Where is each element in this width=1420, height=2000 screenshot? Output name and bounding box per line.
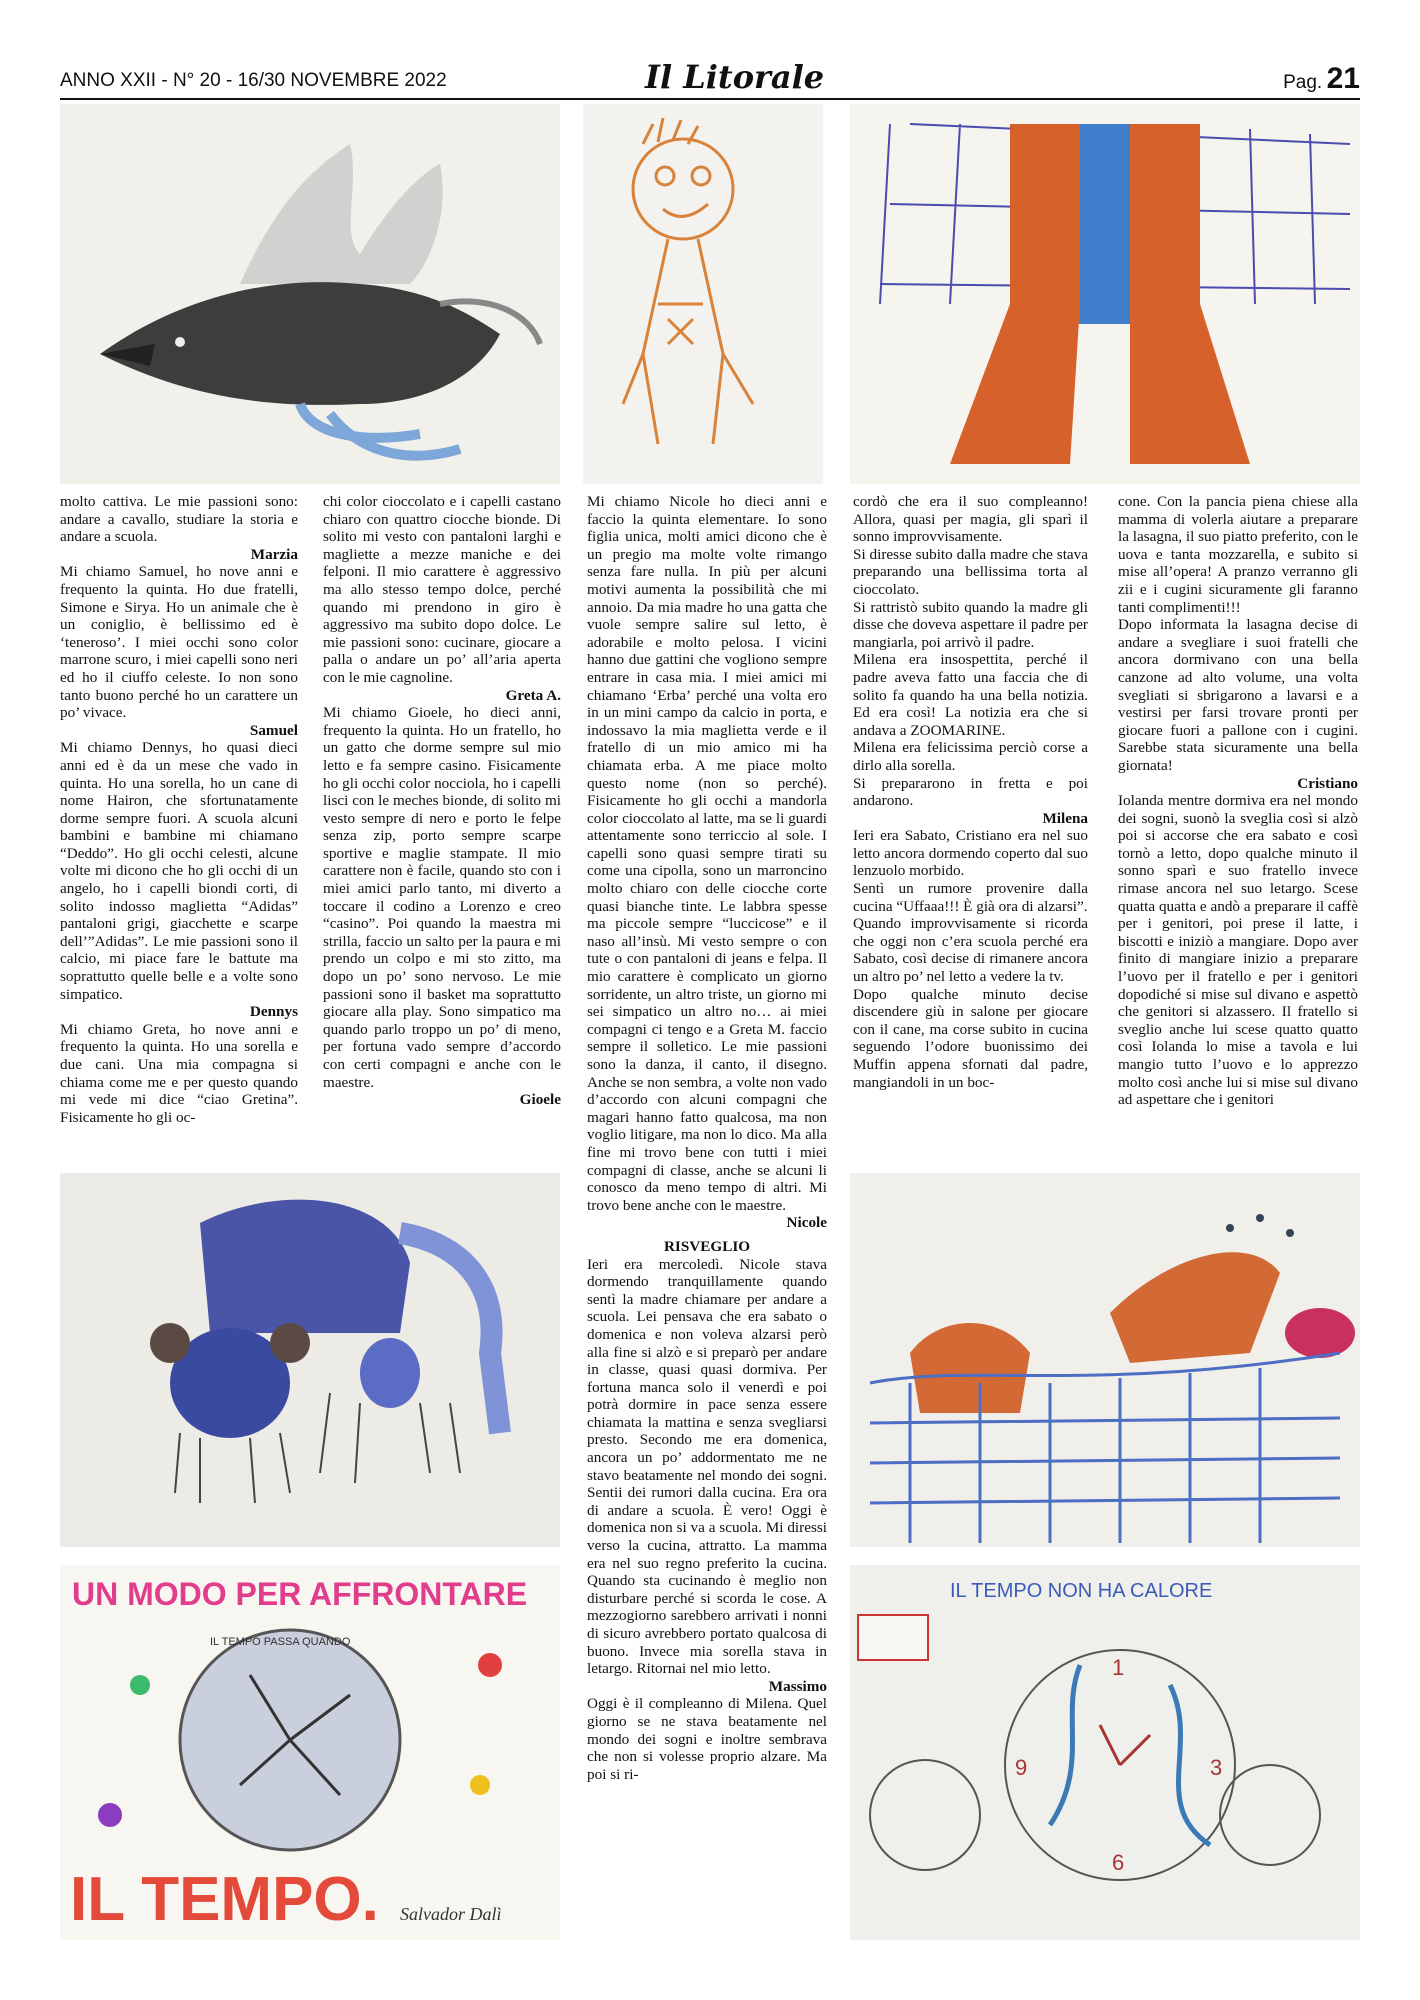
paragraph: molto cattiva. Le mie passioni sono: andare a cavallo, studiare la storia e andare a scuola.	[60, 493, 298, 546]
page-number: 21	[1326, 62, 1360, 95]
boy-drawing	[583, 104, 823, 484]
page-header	[60, 58, 1360, 100]
bird-drawing-svg	[60, 104, 560, 484]
author-signature: Gioele	[519, 1091, 561, 1109]
paragraph: Mi chiamo Dennys, ho quasi dieci anni ed è da un mese che vado in quinta. Ho una sorella, ho un cane di nome Hairon, che sfortunatamente dorme sempre fuori. A scuola alcuni bambini e bambine mi chiamano “Deddo”. Ho gli occhi celesti, alcune volte mi dicono che ho gli occhi di un angelo, ho i capelli biondi corti, di solito indosso maglietta “Adidas” pantaloni grigi, giacchette e scarpe dell’”Adidas”. Le mie passioni sono il calcio, mi piace fare le battute ma soprattutto quelle belle e a volte sono simpatico.	[60, 739, 298, 1003]
poster-signature: Salvador Dalì	[400, 1904, 502, 1924]
author-signature: Nicole	[786, 1214, 827, 1232]
paragraph: Mi chiamo Gioele, ho dieci anni, frequento la quinta. Ho un fratello, ho un gatto che dorme sempre sul mio letto e fa sempre casino. Fisicamente ho gli occhi color nocciola, ho i capelli lisci con le meches bionde, di solito mi vesto sempre di nero e porto le felpe senza zip, porto sempre scarpe sportive e maglie stampate. Il mio carattere non è facile, quando sto con i miei amici parlo tanto, mi diverto a toccare il codino a Lorenzo e creo “casino”. Poi quando la maestra mi strilla, faccio un salto per la paura e mi prendo un colpo e mi sto zitto, ma dopo un po’ sono nervoso. Le mie passioni sono il basket ma soprattutto giocare alla play. Sono simpatico ma quando parlo troppo un po’ di meno, per fortuna vado sempre d’accordo con certi compagni e anche con le maestre.	[323, 704, 561, 1091]
paragraph: Dopo informata la lasagna decise di andare a svegliare i suoi fratelli che ancora dormivano con una bella canzone ad alto volume, una volta svegliati si sbrigarono a lavarsi e a vestirsi per farsi trovare pronti per giocare fuori a pallone con i cugini. Sarebbe stata sicuramente una bella giornata!	[1118, 616, 1358, 774]
masthead: Il Litorale	[645, 58, 825, 96]
article-column-3	[587, 493, 827, 1783]
paragraph: cordò che era il suo compleanno! Allora, quasi per magia, gli sparì il sonno improvvisamente.	[853, 493, 1088, 546]
paragraph: Mi chiamo Nicole ho dieci anni e faccio la quinta elementare. Io sono figlia unica, molti amici dicono che è un pregio ma molte volte rimango senza fare nulla. In più per alcuni motivi aumenta la possibilità che mi annoio. Da mia madre ho una gatta che vuole sempre salire sul letto, è adorabile e molto pelosa. I vicini hanno due gattini che vogliono sempre entrare in casa mia. I miei amici mi chiamano ‘Erba’ perché una volta ero in un mini campo da calcio in porta, e indossavo la mia maglietta verde e il fratello di un mio amico mi ha chiamata erba. A me piace molto questo nome (non so perché). Fisicamente ho gli occhi a mandorla color cioccolato al latte, ma se li guardi attentamente sono terriccio al sole. I capelli sono quasi sempre tirati su come una cipolla, sono un marroncino molto chiaro con delle ciocche corte quasi bianche tinte. Le labbra spesse ma piccole sempre “luccicose” e il naso all’insù. Mi vesto sempre o con tute o con pantaloni di jeans e felpa. Il mio carattere è complicato un giorno sorridente, un altro triste, un giorno mi sei simpatico un altro no… ai miei compagni ci tengo e a Greta M. faccio sempre il solletico. Le mie passioni sono la danza, il canto, il disegno. Anche se non sembra, a volte non vado d’accordo con alcuni compagni che magari hanno fatto qualcosa, ma non voglio litigare, ma non lo dico. Ma alla fine mi trovo bene con tutti i miei compagni di classe, anche se alcuni li conosco da meno tempo di altri. Mi trovo bene anche con le maestre.	[587, 493, 827, 1214]
issue-info: ANNO XXII - N° 20 - 16/30 NOVEMBRE 2022	[60, 70, 447, 91]
poster-clock-caption: IL TEMPO PASSA QUANDO	[210, 1636, 351, 1648]
page-number-block	[1283, 62, 1360, 96]
paragraph: Iolanda mentre dormiva era nel mondo dei sogni, suonò la sveglia così si alzò poi si accorse che era sabato e così tornò a letto, dopo qualche minuto il sonno sparì e suo fratello invece rimase ancora nel suo letargo. Scese quatta quatta e andò a preparare il caffè per i genitori, poi prese il latte, i biscotti e iniziò a mangiare. Dopo aver finito di mangiare inizio a preparare l’uovo per il fratello e per i genitori dopodiché si mise sul divano e aspettò che genitori si alzassero. Il fratello si sveglio anche lui scese quatto quatto così Iolanda lo mise a tavola e lui mangio tutto l’uovo e lo apprezzo molto così anche lui si mise sul divano ad aspettare che i genitori	[1118, 792, 1358, 1109]
poster-clock-drawing	[60, 1565, 560, 1940]
paragraph: cone. Con la pancia piena chiese alla mamma di volerla aiutare a preparare la lasagna, il suo piatto preferito, con le uova e tanta mozzarella, e subito si mise all’opera! A pranzo verranno gli zii e i cugini sicuramente gli faranno tanti complimenti!!!	[1118, 493, 1358, 616]
author-signature: Cristiano	[1297, 774, 1358, 792]
author-signature: Samuel	[249, 721, 298, 739]
poster-time-number-3: 3	[1210, 1755, 1223, 1780]
poster-clock-drawing-svg	[60, 1565, 560, 1940]
article-column-4	[853, 493, 1088, 1091]
poster-title-top: UN MODO PER AFFRONTARE	[72, 1576, 528, 1612]
bed-drawing-svg	[850, 104, 1360, 484]
author-signature: Marzia	[250, 545, 298, 563]
paragraph: Milena era insospettita, perché il padre aveva fatto una faccia che di solito fa quando ha una bella notizia. Ed era così! La notizia era che si andava a ZOOMARINE.	[853, 651, 1088, 739]
article-column-1	[60, 493, 298, 1126]
poster-time-number-9: 9	[1015, 1755, 1028, 1780]
elephant-drawing	[60, 1173, 560, 1547]
paragraph: Si prepararono in fretta e poi andarono.	[853, 774, 1088, 810]
poster-time-title: IL TEMPO NON HA CALORE	[950, 1580, 1213, 1602]
author-signature: Milena	[1042, 809, 1088, 827]
page-label: Pag.	[1283, 72, 1323, 93]
paragraph: Sentì un rumore provenire dalla cucina “Uffaaa!!! È già ora di alzarsi”.	[853, 880, 1088, 915]
author-signature: Massimo	[768, 1677, 827, 1695]
author-signature: Greta A.	[505, 686, 561, 704]
boy-drawing-svg	[583, 104, 823, 484]
poster-title-bottom: IL TEMPO.	[70, 1865, 379, 1934]
article-column-5	[1118, 493, 1358, 1109]
poster-time-drawing	[850, 1565, 1360, 1940]
paragraph: chi color cioccolato e i capelli castano chiaro con quattro ciocche bionde. Di solito mi vesto con pantaloni larghi e magliette a mezze maniche e dei felponi. Il mio carattere è aggressivo ma allo stesso tempo dolce, perché quando mi prendono in giro è aggressivo ma subito dopo dolce. Le mie passioni sono: cucinare, giocare a palla o andare un po’ all’aria aperta con le mie cagnoline.	[323, 493, 561, 686]
paragraph: Ieri era mercoledì. Nicole stava dormendo tranquillamente quando sentì la madre chiamare per andare a scuola. Lei pensava che era sabato o domenica e non voleva alzarsi però alla fine si alzò e si preparò per andare in classe, quasi quasi dormiva. Per fortuna manca solo il venerdì e poi potrà dormire in pace senza essere chiamata la mattina e senza svegliarsi presto. Secondo me era domenica, ancora un po’ addormentato me ne stavo beatamente nel mondo dei sogni. Sentii dei rumori dalla cucina. Era ora di andare a scuola. È vero! Oggi è domenica non si va a scuola. Mi diressi verso la cucina, attratto. La mamma era nel suo regno preferito la cucina. Quando sta cucinando è meglio non disturbare perché si scorda le cose. A mezzogiorno sarebbero arrivati i nonni di sicuro avrebbero portato qualcosa di buono. Invece mia sorella stava in letargo. Ritornai nel mio letto.	[587, 1255, 827, 1678]
author-signature: Dennys	[249, 1003, 298, 1021]
paragraph: Quando improvvisamente si ricorda che oggi non c’era scuola perché era Sabato, così decise di rimanere ancora un altro po’ nel letto a vedere la tv.	[853, 915, 1088, 986]
poster-time-number-6: 6	[1112, 1850, 1125, 1875]
paragraph: Si diresse subito dalla madre che stava preparando una bellissima torta al cioccolato.	[853, 545, 1088, 598]
article-column-2	[323, 493, 561, 1109]
bird-drawing	[60, 104, 560, 484]
paragraph: Oggi è il compleanno di Milena. Quel giorno se ne stava beatamente nel mondo dei sogni e inoltre sembrava che non si volesse proprio alzare. Ma poi si ri-	[587, 1695, 827, 1783]
swimmers-drawing	[850, 1173, 1360, 1547]
swimmers-drawing-svg	[850, 1173, 1360, 1547]
section-title: RISVEGLIO	[663, 1237, 751, 1255]
paragraph: Milena era felicissima perciò corse a dirlo alla sorella.	[853, 739, 1088, 774]
bed-drawing	[850, 104, 1360, 484]
elephant-drawing-svg	[60, 1173, 560, 1547]
paragraph: Ieri era Sabato, Cristiano era nel suo letto ancora dormendo coperto dal suo lenzuolo morbido.	[853, 827, 1088, 880]
paragraph: Mi chiamo Greta, ho nove anni e frequento la quinta. Ho una sorella e due cani. Una mia compagna si chiama come me e per questo quando mi vede mi dice “ciao Gretina”. Fisicamente ho gli oc-	[60, 1020, 298, 1126]
paragraph: Dopo qualche minuto decise discendere giù in salone per giocare con il cane, ma corse subito in cucina seguendo l’odore buonissimo dei Muffin appena sfornati dal padre, mangiandoli in un boc-	[853, 985, 1088, 1091]
poster-time-number-1: 1	[1112, 1655, 1125, 1680]
paragraph: Si rattristò subito quando la madre gli disse che doveva aspettare il padre per mangiarla, poi arrivò il padre.	[853, 598, 1088, 651]
paragraph: Mi chiamo Samuel, ho nove anni e frequento la quinta. Ho due fratelli, Simone e Sirya. Ho un animale che è un coniglio, è bellissimo ed è ‘teneroso’. I miei occhi sono color marrone scuro, i miei capelli sono neri ed ho il ciuffo celeste. Io non sono tanto buono perché ho un carattere un po’ vivace.	[60, 563, 298, 722]
poster-time-drawing-svg	[850, 1565, 1360, 1940]
